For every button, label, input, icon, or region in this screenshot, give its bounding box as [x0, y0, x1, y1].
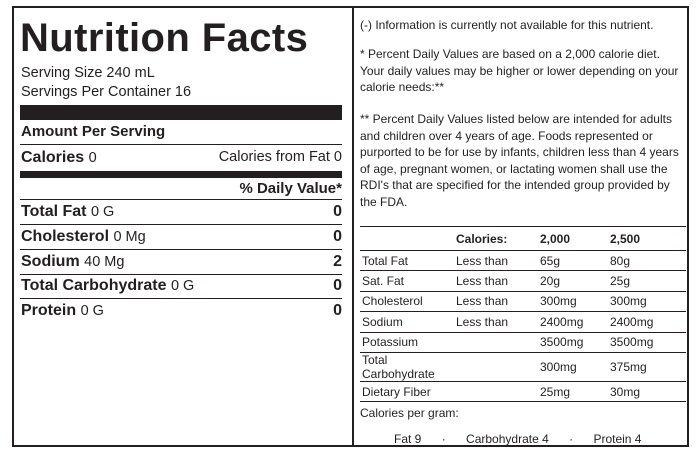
carbohydrate-calories: Carbohydrate 4: [466, 432, 549, 446]
calories-value: 0: [88, 150, 97, 166]
fat-calories: Fat 9: [394, 432, 422, 446]
nutrient-dv: 0: [333, 203, 342, 220]
table-header-cell: Calories:: [456, 227, 540, 251]
table-cell: 300mg: [540, 352, 610, 381]
table-cell: Less than: [456, 312, 540, 332]
nutrition-label: [12, 6, 689, 447]
table-cell: [456, 352, 540, 381]
table-cell: Total Carbohydrate: [360, 352, 456, 381]
nutrient-row: [21, 253, 342, 275]
nutrient-amount: 40 Mg: [84, 254, 125, 270]
nutrient-dv: 0: [333, 277, 342, 294]
table-cell: Less than: [456, 271, 540, 291]
panel-divider: [352, 8, 354, 445]
table-cell: Dietary Fiber: [360, 381, 456, 401]
table-cell: 30mg: [610, 381, 686, 401]
amount-per-serving: Amount Per Serving: [21, 123, 166, 140]
nutrient-row: [21, 302, 342, 324]
table-row: [360, 271, 686, 291]
thin-divider: [20, 274, 342, 275]
nutrient-name: Total Fat: [21, 203, 87, 220]
daily-value-reference-table: [360, 226, 686, 402]
nutrient-dv: 0: [333, 302, 342, 319]
nutrient-dv: 0: [333, 228, 342, 245]
table-row: [360, 352, 686, 381]
table-cell: [456, 332, 540, 352]
servings-per-container: Servings Per Container 16: [21, 84, 192, 100]
table-header-row: [360, 227, 686, 251]
table-row: [360, 332, 686, 352]
table-cell: [456, 381, 540, 401]
thin-divider: [20, 249, 342, 250]
nutrient-row: [21, 277, 342, 299]
thin-divider: [20, 144, 342, 145]
rdi-note: ** Percent Daily Values listed below are intended for adults and children over 4 years of age. Foods represented or purported to be for use by infants, children less than 4 years of age, pregnant women, or lactating women shall use the RDI's that are specified for the intended group provided by the FDA.: [360, 112, 679, 209]
nutrient-amount: 0 Mg: [113, 229, 146, 245]
nutrient-name: Cholesterol: [21, 228, 110, 245]
percent-dv-note: * Percent Daily Values are based on a 2,000 calorie diet. Your daily values may be higher or lower depending on your calorie needs:**: [360, 47, 679, 94]
table-header-cell: 2,000: [540, 227, 610, 251]
calories-from-fat: Calories from Fat 0: [218, 149, 342, 165]
nutrient-name: Total Carbohydrate: [21, 277, 167, 294]
calories-label: Calories: [21, 149, 85, 166]
table-cell: 300mg: [540, 291, 610, 311]
medium-divider: [20, 171, 342, 178]
table-cell: 65g: [540, 251, 610, 271]
table-cell: Cholesterol: [360, 291, 456, 311]
table-cell: 25mg: [540, 381, 610, 401]
protein-calories: Protein 4: [593, 432, 642, 446]
table-header-cell: 2,500: [610, 227, 686, 251]
daily-value-header: % Daily Value*: [239, 180, 342, 197]
serving-size: Serving Size 240 mL: [21, 65, 155, 81]
table-cell: 300mg: [610, 291, 686, 311]
table-cell: 3500mg: [610, 332, 686, 352]
table-cell: 3500mg: [540, 332, 610, 352]
thick-divider: [20, 105, 342, 120]
separator-dot: ·: [569, 432, 574, 446]
table-cell: 20g: [540, 271, 610, 291]
nutrition-facts-panel: [20, 8, 346, 445]
separator-dot: ·: [441, 432, 446, 446]
thin-divider: [20, 224, 342, 225]
label-title: Nutrition Facts: [20, 16, 309, 60]
table-row: [360, 381, 686, 401]
table-row: [360, 251, 686, 271]
table-cell: 80g: [610, 251, 686, 271]
thin-divider: [20, 199, 342, 200]
thin-divider: [20, 298, 342, 299]
nutrient-amount: 0 G: [80, 303, 104, 319]
nutrient-row: [21, 203, 342, 225]
nutrient-amount: 0 G: [170, 278, 195, 294]
table-cell: Sodium: [360, 312, 456, 332]
table-row: [360, 312, 686, 332]
unavailable-note: (-) Information is currently not available for this nutrient.: [360, 18, 654, 32]
table-cell: 25g: [610, 271, 686, 291]
nutrient-row: [21, 228, 342, 250]
calories-per-gram-label: Calories per gram:: [360, 406, 459, 420]
nutrient-name: Protein: [21, 302, 77, 319]
table-header-cell: [360, 227, 456, 251]
calories-per-gram-row: [394, 432, 641, 446]
table-cell: Less than: [456, 251, 540, 271]
table-cell: Total Fat: [360, 251, 456, 271]
table-cell: Sat. Fat: [360, 271, 456, 291]
table-cell: Less than: [456, 291, 540, 311]
table-cell: Potassium: [360, 332, 456, 352]
table-cell: 375mg: [610, 352, 686, 381]
table-cell: 2400mg: [610, 312, 686, 332]
nutrient-amount: 0 G: [90, 204, 115, 220]
table-cell: 2400mg: [540, 312, 610, 332]
table-row: [360, 291, 686, 311]
calories-row: [21, 149, 342, 171]
nutrient-name: Sodium: [21, 253, 80, 270]
nutrient-dv: 2: [333, 253, 342, 270]
